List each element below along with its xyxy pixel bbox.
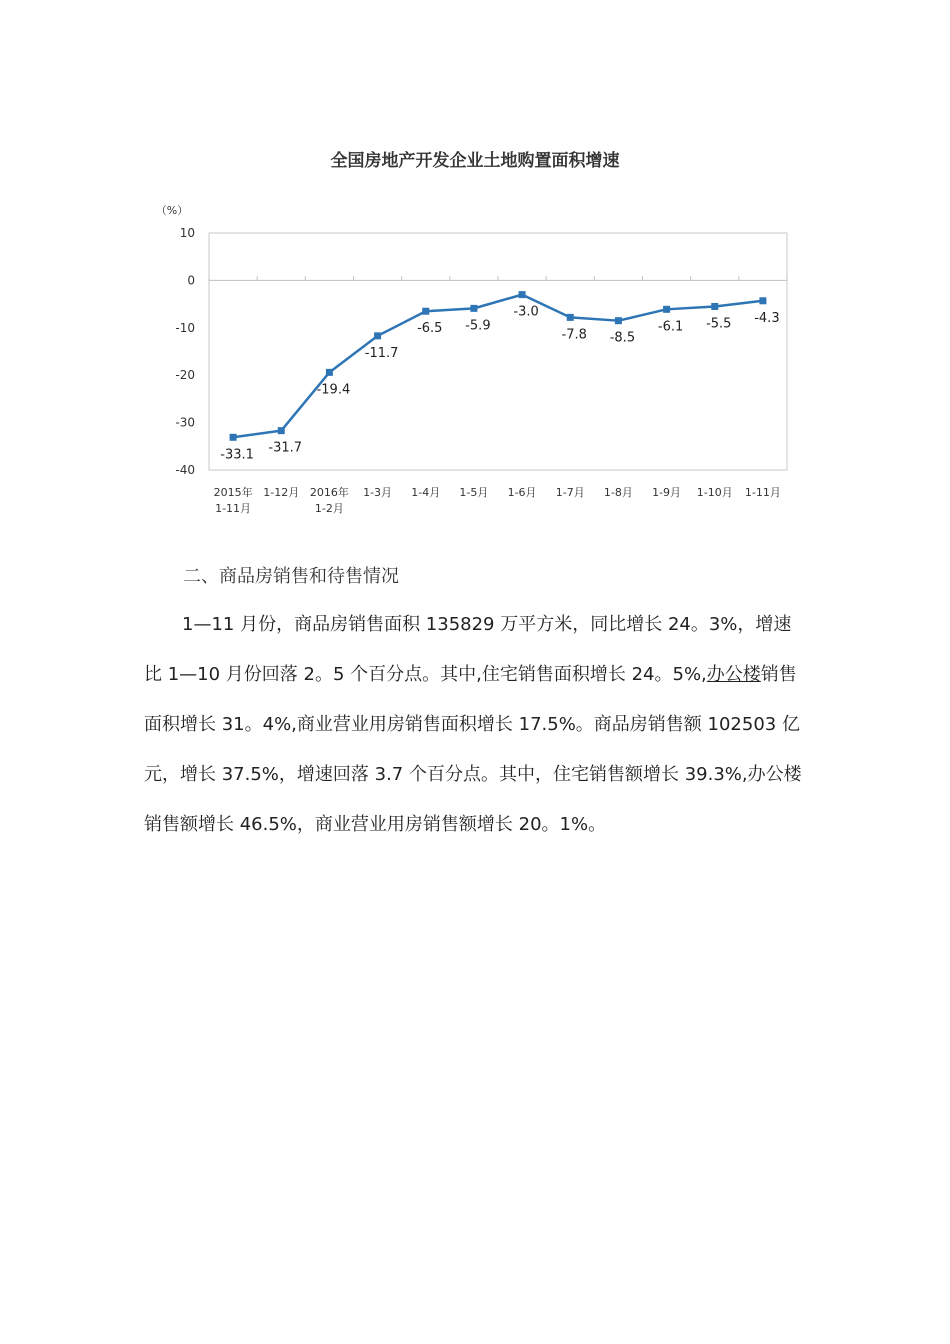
data-point [711, 303, 718, 310]
data-point [470, 305, 477, 312]
data-label: -5.5 [706, 316, 732, 332]
plot-area [209, 233, 787, 470]
body-paragraph [144, 600, 804, 850]
data-label: -8.5 [609, 330, 636, 346]
x-tick-label: 1-10月 [696, 486, 733, 499]
data-point [663, 306, 670, 313]
paragraph-text-2: 销售面积增长 31。4%,商业营业用房销售面积增长 17.5%。商品房销售额 102503 亿元，增长 37.5%，增速回落 3.7 个百分点。其中，住宅销售额增长 39.3%,办公楼销售额增长 46.5%，商业营业用房销售额增长 20。1%。 [144, 664, 802, 835]
x-tick-label: 1-11月 [215, 502, 252, 515]
data-point [374, 332, 381, 339]
paragraph-text-1: 1—11 月份，商品房销售面积 135829 万平方米，同比增长 24。3%，增速比 1—10 月份回落 2。5 个百分点。其中,住宅销售面积增长 24。5%, [144, 614, 792, 685]
data-label: -5.9 [465, 318, 491, 334]
x-tick-label: 1-8月 [603, 486, 633, 499]
line-chart [0, 0, 950, 540]
data-label: -3.0 [513, 304, 539, 320]
data-point [519, 291, 526, 298]
x-tick-label: 1-3月 [363, 486, 393, 499]
data-label: -33.1 [220, 447, 254, 463]
y-axis-unit-label: （%） [155, 204, 189, 217]
y-tick-label: -20 [175, 368, 195, 383]
data-point [567, 314, 574, 321]
y-tick-label: -10 [175, 320, 195, 335]
x-tick-label: 1-6月 [507, 486, 537, 499]
data-label: -11.7 [364, 345, 399, 361]
data-point [759, 297, 766, 304]
x-tick-label: 1-12月 [263, 486, 300, 499]
data-label: -19.4 [316, 382, 351, 398]
data-point [422, 308, 429, 315]
x-tick-label: 1-2月 [314, 502, 344, 515]
data-label: -7.8 [561, 327, 587, 343]
data-point [326, 369, 333, 376]
data-point [278, 427, 285, 434]
y-tick-label: -30 [175, 415, 195, 430]
y-tick-label: -40 [175, 463, 195, 477]
data-label: -31.7 [268, 440, 303, 456]
data-label: -4.3 [754, 310, 780, 326]
data-label: -6.5 [417, 321, 443, 337]
x-tick-label: 1-4月 [411, 486, 441, 499]
data-point [230, 434, 237, 441]
x-tick-label: 2015年 [213, 486, 253, 499]
x-tick-label: 1-7月 [555, 486, 585, 499]
x-tick-label: 2016年 [309, 486, 349, 499]
x-tick-label: 1-11月 [744, 486, 781, 499]
data-label: -6.1 [657, 319, 684, 335]
section-heading: 二、商品房销售和待售情况 [183, 566, 399, 587]
chart-title: 全国房地产开发企业土地购置面积增速 [330, 151, 620, 171]
x-tick-label: 1-5月 [459, 486, 489, 499]
x-tick-label: 1-9月 [652, 486, 682, 499]
y-tick-label: 10 [179, 226, 195, 240]
data-point [615, 317, 622, 324]
paragraph-underlined-text: 办公楼 [706, 664, 761, 685]
y-tick-label: 0 [187, 273, 195, 288]
